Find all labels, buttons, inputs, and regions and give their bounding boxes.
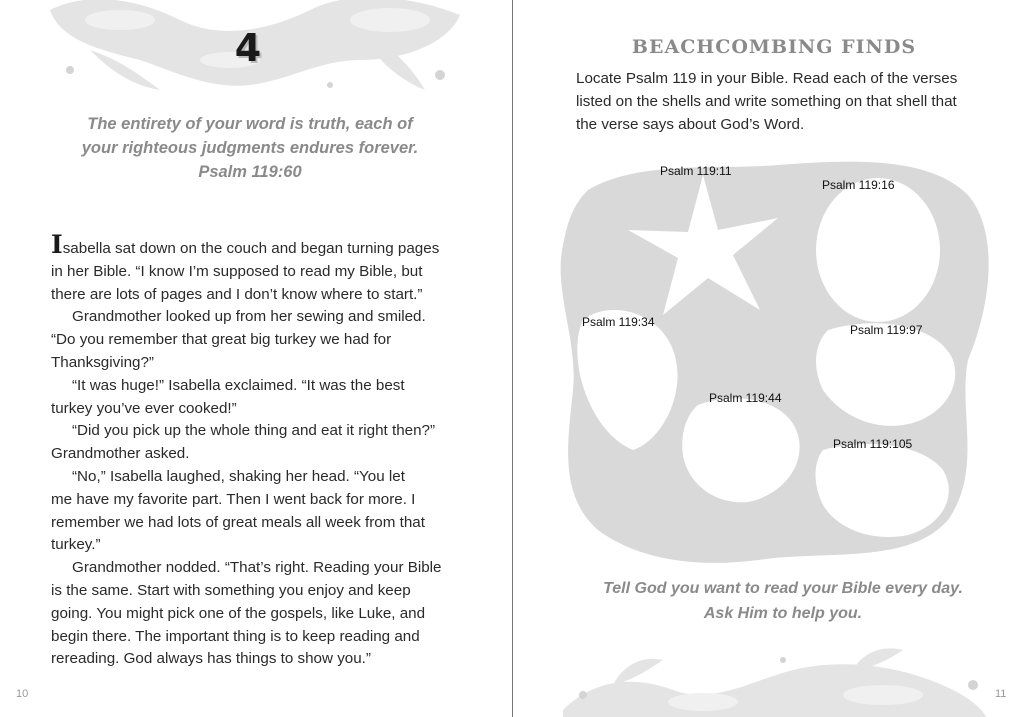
shell-label-starfish: Psalm 119:11 <box>660 164 732 178</box>
sand-dollar-shape <box>816 178 940 322</box>
memory-verse-line: your righteous judgments endures forever. <box>81 139 419 157</box>
chapter-number: 4 <box>234 26 262 70</box>
memory-verse <box>60 112 440 184</box>
memory-verse-line: The entirety of your word is truth, each of <box>87 115 413 133</box>
memory-verse-reference: Psalm 119:60 <box>198 163 302 181</box>
activity-title: BEACHCOMBING FINDS <box>631 36 917 58</box>
prayer-prompt: Tell God you want to read your Bible every day. Ask Him to help you. <box>603 580 963 622</box>
shell-label-sand-dollar: Psalm 119:16 <box>822 178 895 192</box>
shell-label-spiral: Psalm 119:97 <box>850 323 923 337</box>
story-paragraph: “It was huge!” Isabella exclaimed. “It was the best turkey you’ve ever cooked!” <box>51 376 405 417</box>
story-paragraph: “Did you pick up the whole thing and eat it right then?” Grandmother asked. <box>51 422 436 463</box>
right-page <box>513 0 1024 717</box>
shell-label-whelk: Psalm 119:44 <box>709 391 782 405</box>
story-paragraph: Isabella sat down on the couch and began turning pages in her Bible. “I know I’m supposed to read my Bible, but there are lots of pages and I don’t know where to start.” <box>51 230 440 303</box>
story-paragraph: Grandmother looked up from her sewing and smiled. “Do you remember that great big turkey we had for Thanksgiving?” <box>51 308 426 371</box>
story-paragraph: “No,” Isabella laughed, shaking her head. “You let me have my favorite part. Then I went back for more. I remember we had lots of great meals all week from that turkey.” <box>51 467 425 554</box>
page-number: 10 <box>16 688 29 700</box>
shells-tray-illustration <box>548 150 998 570</box>
story-paragraph: Grandmother nodded. “That’s right. Reading your Bible is the same. Start with something you enjoy and keep going. You might pick one of the gospels, like Luke, and begin there. The important thing is to keep reading and rereading. God always has things to show you.” <box>51 559 442 668</box>
shell-label-scallop: Psalm 119:105 <box>833 437 913 451</box>
drop-cap: I <box>51 230 63 259</box>
story-text <box>51 232 461 671</box>
page-number: 11 <box>995 688 1007 700</box>
activity-instructions: Locate Psalm 119 in your Bible. Read each of the verses listed on the shells and write something on that shell that the verse says about God’s Word. <box>576 70 958 133</box>
shell-label-conch: Psalm 119:34 <box>582 315 655 329</box>
coral-seaweed-decoration-bottom <box>553 640 993 717</box>
